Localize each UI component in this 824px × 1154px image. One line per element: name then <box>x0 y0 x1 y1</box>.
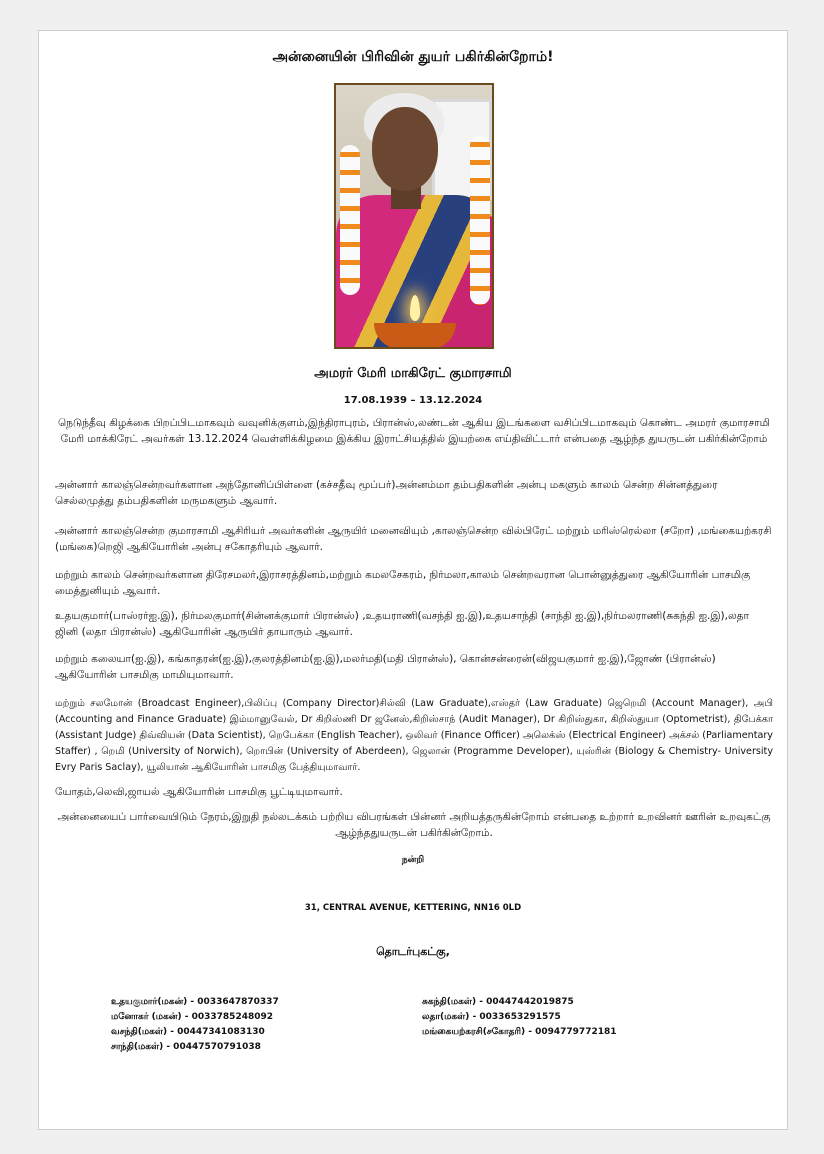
life-dates: 17.08.1939 – 13.12.2024 <box>343 395 483 406</box>
contacts-left <box>111 995 279 1055</box>
contacts-right <box>422 995 617 1040</box>
paragraph-great-grandchildren: யோதம்,லெவி,ஜாயல் ஆகியோரின் பாசமிகு பூட்டியுமாவார். <box>55 786 343 798</box>
contact-entry: உதயகுமார்(மகன்) - 0033647870337 <box>111 997 279 1007</box>
contact-entry: மங்கையற்கரசி(சகோதரி) - 0094779772181 <box>422 1027 617 1037</box>
paragraph-announcement: அன்னையைப் பார்வையிடும் நேரம்,இறுதி நல்லடக்கம் பற்றிய விபரங்கள் பின்னர் அறியத்தருகின்றோம் என்பதை உற்றார் உறவினர் ஊரின் உறவுகட்கு ஆழ்ந்ததுயருடன் பகிர்கின்றோம். <box>57 811 771 839</box>
garland-left <box>340 145 360 295</box>
contact-entry: சாந்தி(மகள்) - 00447570791038 <box>111 1042 261 1052</box>
address-text: 31, CENTRAL AVENUE, KETTERING, NN16 0LD <box>304 903 522 913</box>
deceased-name: அமரர் மேரி மாகிரேட் குமாரசாமி <box>314 366 512 381</box>
contact-entry: சுகந்தி(மகள்) - 00447442019875 <box>422 997 574 1007</box>
photo-face <box>372 107 438 191</box>
paragraph-spouse: அன்னார் காலஞ்சென்ற குமாரசாமி ஆசிரியர் அவர்களின் ஆருயிர் மனைவியும் ,காலஞ்சென்ற வில்பிரேட் மற்றும் மரிஸ்ரெல்லா (சறோ) ,மங்கையற்கரசி (மங்கை)றெஜி ஆகியோரின் அன்பு சகோதரியும் ஆவார். <box>55 525 772 553</box>
obituary-page <box>38 30 788 1130</box>
contact-entry: வசந்தி(மகள்) - 00447341083130 <box>111 1027 265 1037</box>
oil-lamp-icon <box>374 323 456 349</box>
portrait-photo <box>334 83 494 349</box>
paragraph-grandchildren: மற்றும் சலமோன் (Broadcast Engineer),பிலிப்பு (Company Director)சில்வி (Law Graduate),எஸ்தர் (Law Graduate) ஜெறெமி (Account Manager), அபி (Accounting and Finance Graduate) இம்மானுவேல், Dr கிறிஸ்ணி Dr ஜனேஸ்,கிறிஸ்சாந் (Audit Manager), Dr கிறிஸ்துகா, கிறிஸ்துயா (Optometrist), திபேக்கா (Assistant Judge) திவ்வியன் (Data Scientist), றெபேக்கா (English Teacher), ஒலிவர் (Finance Officer) அலெக்ஸ் (Electrical Engineer) அக்சல் (Parliamentary Staffer) , றெமி (University of Norwich), றொபின் (University of Aberdeen), ஜெலான் (Programme Developer), யுஸ்ரின் (Biology & Chemistry- University Evry Paris Saclay), யூலியான் ஆகியோரின் பாசமிகு பேத்தியுமாவார். <box>55 698 773 773</box>
paragraph-in-laws: மற்றும் காலம் சென்றவர்களான திரேசமலர்,இராசரத்தினம்,மற்றும் கமலசேகரம், நிர்மலா,காலம் சென்றவரான பொன்னுத்துரை ஆகியோரின் பாசமிகு மைத்துனியும் ஆவார். <box>55 569 751 597</box>
contact-entry: மனோகர் (மகன்) - 0033785248092 <box>111 1012 274 1022</box>
paragraph-children-in-law: மற்றும் கலையா(ஐ.இ), கங்காதரன்(ஐ.இ),குலரத்தினம்(ஐ.இ),மலர்மதி(மதி பிரான்ஸ்), கொன்சன்ரைன்(விஜயகுமார் ஐ.இ),ஜோண் (பிரான்ஸ்) ஆகியோரின் பாசமிகு மாமியுமாவார். <box>55 653 716 681</box>
paragraph-parents: அன்னார் காலஞ்சென்றவர்களான அந்தோனிப்பிள்ளை (கச்சதீவு மூப்பர்)அன்னம்மா தம்பதிகளின் அன்பு மகளும் காலம் சென்ற சின்னத்துரை செல்லமுத்து தம்பதிகளின் மருமகளும் ஆவார். <box>55 479 718 507</box>
paragraph-children: உதயகுமார்(பாஸ்ரர்ஐ.இ), நிர்மலகுமார்(சின்னக்குமார் பிரான்ஸ்) ,உதயராணி(வசந்தி ஐ.இ),உதயசாந்தி (சாந்தி ஐ.இ),நிர்மலராணி(சுகந்தி ஐ.இ),லதா ஜினி (லதா பிரான்ஸ்) ஆகியோரின் ஆருயிர் தாயாரும் ஆவார். <box>55 610 750 638</box>
garland-right <box>470 135 490 305</box>
paragraph-intro: நெடுந்தீவு கிழக்கை பிறப்பிடமாகவும் வவுனிக்குளம்,இந்திராபுரம், பிரான்ஸ்,லண்டன் ஆகிய இடங்களை வசிப்பிடமாகவும் கொண்ட அமரர் குமாரசாமி மேரி மாக்கிரேட் அவர்கள் 13.12.2024 வெள்ளிக்கிழமை இக்கிய இராட்சியத்தில் இயற்கை எய்திவிட்டார் என்பதை ஆழ்ந்த துயருடன் பகிர்கின்றோம் <box>58 417 770 445</box>
page-heading: அன்னையின் பிரிவின் துயர் பகிர்கின்றோம்! <box>272 49 554 65</box>
contact-entry: லதா(மகள்) - 0033653291575 <box>422 1012 561 1022</box>
contact-heading: தொடர்புகட்கு, <box>376 945 450 958</box>
thanks-text: நன்றி <box>401 855 425 865</box>
